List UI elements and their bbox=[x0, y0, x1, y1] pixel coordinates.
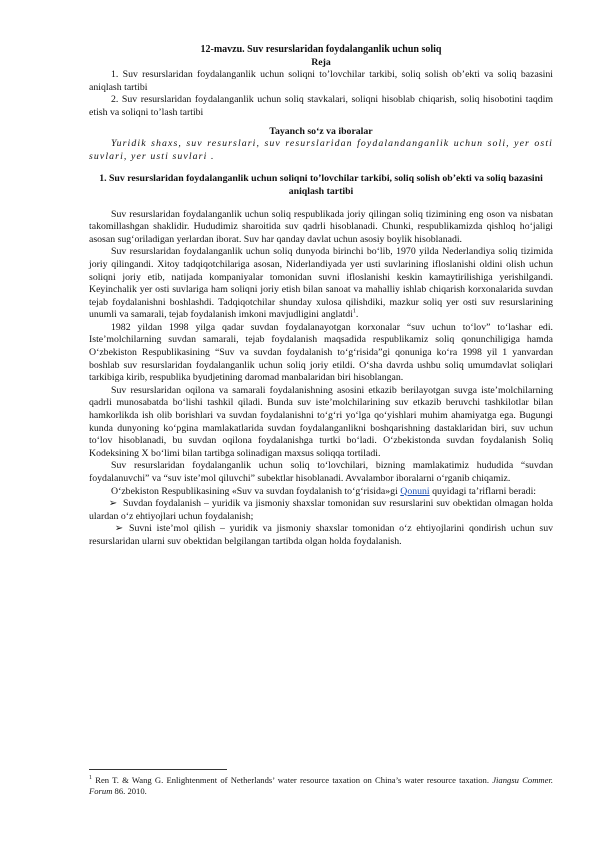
footnote-number: 1 bbox=[89, 775, 92, 782]
section-heading: 1. Suv resurslaridan foydalanganlik uchun soliqni to’lovchilar tarkibi, soliq solish ob’ekti va soliq bazasini aniqlash tartibi bbox=[99, 173, 543, 197]
topic-title: 12-mavzu. Suv resurslaridan foydalanganlik uchun soliq bbox=[200, 44, 442, 55]
paragraph-text: quyidagi ta’riflarni beradi: bbox=[429, 485, 537, 497]
keywords-text: Yuridik shaxs, suv resurslari, suv resurslaridan foydalandanganlik uchun soli, yer osti suvlari, yer usti suvlari . bbox=[89, 138, 553, 162]
paragraph: Suv resurslaridan foydalanganlik uchun soliq respublikada joriy qilingan soliq tizimining eng oson va nisbatan takomillashgan shaklidir. Hududimiz sharoitida suv qadrli hisoblanadi. Chunki, respublikamizda qishloq ho‘jaligi asosan sug‘oriladigan yerlardan iborat. Suv har qanday davlat uchun asosiy boylik hisoblanadi. bbox=[89, 208, 553, 245]
paragraph-text: O‘zbekiston Respublikasining «Suv va suvdan foydalanish to‘g‘risida»gi bbox=[111, 485, 401, 497]
footnote-text: Ren T. & Wang G. Enlightenment of Netherlands’ water resource taxation on China’s water resource taxation. bbox=[95, 775, 489, 785]
bullet-arrow-icon: ➢ bbox=[108, 498, 117, 510]
bullet-item bbox=[89, 498, 553, 523]
paragraph-text: Suv resurslaridan foydalanganlik uchun soliq dunyoda birinchi bo‘lib, 1970 yilda Nederlandiya soliq tizimida joriy qilingandi. Xitoy tadqiqotchilariga asosan, Niderlandiyada yer usti suvlarining ifloslanishi oldini olish uchun soliqni joriy etib, natijada kompaniyalar tomonidan suvni ifloslanishi keskin kamaytirilishiga yerishilgandi. Keyinchalik yer osti suvlariga ham soliqni joriy etish bilan sanoat va mahalliy ishlab chiqarish korxonalarida suvdan tejab foydalanishni boshlashdi. Tadqiqotchilar shunday xulosa qilishdiki, mazkur soliq yer osti suv resurslarining unumli va samarali, tejab foydalanish imkoni mavjudligini anglatdi bbox=[89, 246, 553, 321]
footnote-journal: Jiangsu Commer. Forum bbox=[89, 775, 553, 796]
bullet-item bbox=[89, 523, 553, 548]
footnote-tail: 86. 2010. bbox=[112, 786, 147, 796]
paragraph: 1982 yildan 1998 yilga qadar suvdan foydalanayotgan korxonalar “suv uchun to‘lov” to‘lashar edi. Iste’molchilarning suvdan samarali, tejab foydalanish maqsadida respublikamiz soliq qonunchiligiga hamda O‘zbekiston Respublikasining “Suv va suvdan foydalanish to‘g‘risida”gi qonuniga ko‘ra 1998 yil 1 yanvardan boshlab suv resurslaridan foydalanganlik uchun soliq joriy etildi. O‘sha davrda ushbu soliq umumdavlat soliqlari tarkibiga kirib, respublika byudjetining daromad manbalaridan biri hisoblangan. bbox=[89, 321, 553, 384]
bullet-arrow-icon: ➢ bbox=[114, 523, 123, 535]
law-link[interactable]: Qonuni bbox=[400, 485, 430, 497]
paragraph: Suv resurslaridan foydalanganlik uchun soliq to‘lovchilari, bizning mamlakatimiz hududida “suvdan foydalanuvchi” va “suv iste’mol qiluvchi” subektlar hisoblanadi. Avvalambor iboralarni o‘rganib chiqamiz. bbox=[89, 460, 553, 484]
paragraph: Suv resurslaridan oqilona va samarali foydalanishning asosini etkazib berilayotgan suvga iste’molchilarning qadrli munosabatda bo‘lishi tashkil qiladi. Bunda suv iste’molchilarining suv etkazib beruvchi tashkilotlar bilan hamkorlikda ish olib borishlari va suvdan foydalanishni to‘g‘ri yo‘lga qo‘yishlari muhim ahamiyatga ega. Bugungi kunda dunyoning ko‘pgina mamlakatlarida suvdan foydalanganlikni boshqarishning dastaklaridan biri, suv uchun to‘lov hisoblanadi, bu suvdan oqilona foydalanishga turtki bo‘ladi. O‘zbekistonda suvdan foydalanish Soliq Kodeksining X bo‘limi bilan tartibga solinadigan maxsus soliqqa tortiladi. bbox=[89, 384, 553, 459]
paragraph bbox=[89, 486, 553, 499]
bullet-text: Suvdan foydalanish – yuridik va jismoniy shaxslar tomonidan suv resurslarini suv obektidan olmagan holda ulardan o‘z ehtiyojlari uchun foydalanish; bbox=[89, 498, 553, 522]
footnote-separator bbox=[89, 769, 227, 770]
plan-label: Reja bbox=[311, 56, 331, 68]
document-body bbox=[89, 44, 553, 549]
footnote-marker[interactable]: 1 bbox=[352, 309, 356, 316]
keywords-heading: Tayanch so‘z va iboralar bbox=[269, 125, 373, 137]
plan-item: 1. Suv resurslaridan foydalanganlik uchun soliqni to’lovchilar tarkibi, soliq solish ob’ekti va soliq bazasini aniqlash tartibi bbox=[89, 69, 553, 93]
bullet-text: Suvni iste’mol qilish – yuridik va jismoniy shaxslar tomonidan o‘z ehtiyojlarini qondirish uchun suv resurslaridan ularni suv obektidan belgilangan tartibda olgan holda foydalanish. bbox=[89, 523, 553, 547]
paragraph: Suv resurslaridan foydalanganlik uchun soliq dunyoda birinchi bo‘lib, 1970 yilda Nederlandiya soliq tizimida joriy qilingandi. Xitoy tadqiqotchilariga asosan, Niderlandiyada yer usti suvlarining ifloslanishi oldini olish uchun soliqni joriy etib, natijada kompaniyalar tomonidan suvni ifloslanishi keskin kamaytirilishiga yerishilgandi. Keyinchalik yer osti suvlariga ham soliqni joriy etish bilan sanoat va mahalliy ishlab chiqarish korxonalarida suvdan tejab foydalanishni boshlashdi. Tadqiqotchilar shunday xulosa qilishdiki, mazkur soliq yer osti suv resurslarining unumli va samarali, tejab foydalanish imkoni mavjudligini anglatdi$^1$. bbox=[89, 246, 553, 321]
footnote bbox=[89, 775, 553, 797]
plan-item: 2. Suv resurslaridan foydalanganlik uchun soliq stavkalari, soliqni hisoblab chiqarish, soliq hisobotini taqdim etish va soliqni to’lash tartibi bbox=[89, 94, 553, 118]
